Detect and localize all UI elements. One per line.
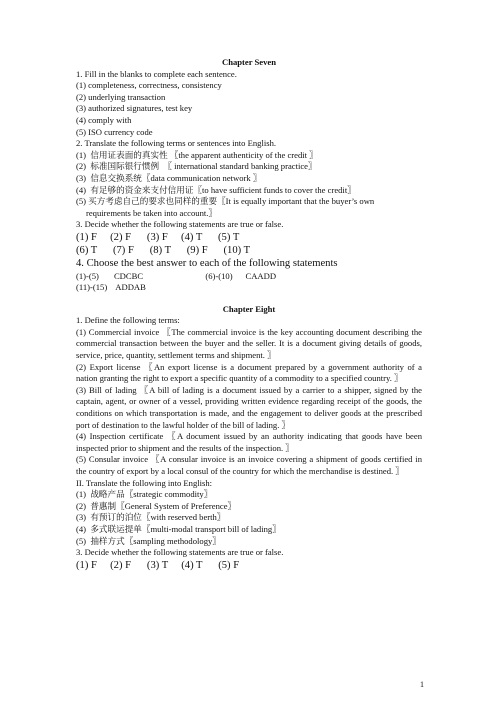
ch8-q2-answer-1: (1) 战略产品〖strategic commodity〗: [76, 489, 213, 500]
ch7-question-3-title: 3. Decide whether the following statements are true or false.: [76, 219, 284, 230]
ch7-q2-answer-4: (4) 有足够的资金来支付信用证〖to have sufficient funds to cover the credit〗: [76, 184, 356, 195]
ch7-question-2-title: 2. Translate the following terms or sentences into English.: [76, 138, 277, 149]
page-number: 1: [420, 680, 424, 689]
ch7-q4-answers-row-2: (11)-(15) ADDAB: [76, 282, 146, 293]
ch7-q1-answer-1: (1) completeness, correctness, consistency: [76, 80, 222, 91]
ch7-question-1-title: 1. Fill in the blanks to complete each sentence.: [76, 68, 237, 79]
ch7-q2-answer-1: (1) 信用证表面的真实性 〖the apparent authenticity of the credit 〗: [76, 149, 318, 160]
ch7-q1-answer-4: (4) comply with: [76, 114, 132, 125]
ch7-q3-answers-row-2: (6) T (7) F (8) T (9) F (10) T: [76, 245, 251, 257]
ch8-question-1-title: 1. Define the following terms:: [76, 315, 180, 326]
ch8-q2-answer-4: (4) 多式联运提单〖multi-modal transport bill of lading〗: [76, 523, 281, 534]
ch7-q2-answer-5-line2: requirements be taken into account.〗: [86, 207, 218, 218]
ch7-q4-answers-row-1: (1)-(5) CDCBC (6)-(10) CAADD: [76, 270, 277, 281]
ch7-q1-answer-5: (5) ISO currency code: [76, 126, 153, 137]
page-content: [76, 57, 422, 572]
ch7-q1-answer-2: (2) underlying transaction: [76, 91, 166, 102]
ch8-q1-answer-1: (1) Commercial invoice 〖The commercial invoice is the key accounting document describing the commercial transaction between the buyer and the seller. It is a document giving details of goods, service, price, quantity, settlement terms and shipment. 〗: [76, 326, 422, 361]
ch8-q2-answer-2: (2) 普惠制〖General System of Preference〗: [76, 500, 237, 511]
ch7-q2-answer-3: (3) 信息交换系统〖data communication network 〗: [76, 172, 262, 183]
ch7-q2-answer-2: (2) 标准国际银行惯例 〖 international standard banking practice〗: [76, 161, 317, 172]
ch8-question-3-title: 3. Decide whether the following statements are true or false.: [76, 547, 284, 558]
chapter-eight-title: Chapter Eight: [222, 303, 276, 314]
ch8-q1-answer-4: (4) Inspection certificate 〖A document issued by an authority indicating that goods have been inspected prior to shipment and the results of the inspection. 〗: [76, 431, 422, 453]
ch8-q1-answer-2: (2) Export license 〖An export license is a document prepared by a government authority of a nation granting the right to export a specific quantity of a commodity to a specified country. 〗: [76, 361, 422, 384]
ch7-q1-answer-3: (3) authorized signatures, test key: [76, 103, 193, 114]
ch8-q1-answer-3: (3) Bill of lading 〖A bill of lading is a document issued by a carrier to a shipper, signed by the captain, agent, or owner of a vessel, providing written evidence regarding receipt of the goods, the conditions on which transportation is made, and the engagement to deliver goods at the prescribed port of destination to the lawful holder of the bill of lading. 〗: [76, 384, 422, 430]
ch8-q3-answers-row-1: (1) F (2) F (3) T (4) T (5) F: [76, 559, 240, 571]
chapter-seven-title: Chapter Seven: [221, 57, 277, 67]
ch7-q3-answers-row-1: (1) F (2) F (3) F (4) T (5) T: [76, 231, 240, 243]
ch7-q2-answer-5-line1: (5) 买方考虑自己的要求也同样的重要〖It is equally important that the buyer’s own: [76, 196, 375, 207]
ch8-q2-answer-5: (5) 抽样方式〖sampling methodology〗: [76, 535, 221, 546]
ch8-question-2-title: II. Translate the following into English:: [76, 477, 213, 488]
ch8-q1-answer-5: (5) Consular invoice 〖A consular invoice is an invoice covering a shipment of goods certified in the country of export by a local consul of the country for which the merchandise is destined. 〗: [76, 454, 422, 477]
ch7-question-4-title: 4. Choose the best answer to each of the following statements: [76, 258, 338, 270]
ch8-q2-answer-3: (3) 有预订的泊位〖with reserved berth〗: [76, 512, 226, 523]
